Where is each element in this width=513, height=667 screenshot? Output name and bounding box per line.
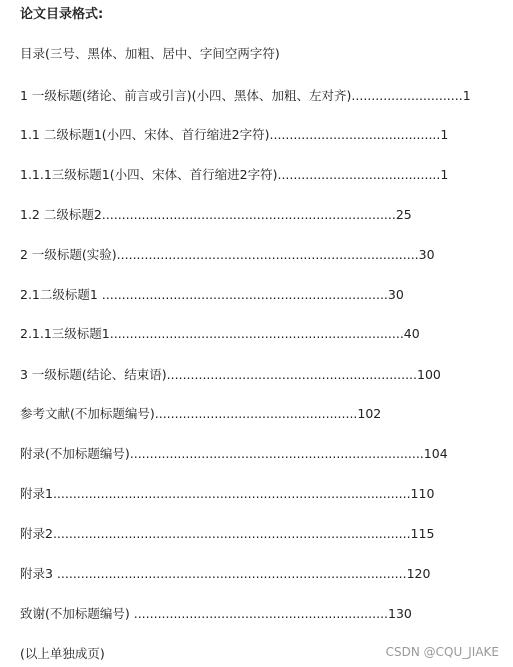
toc-line-appendix: 附录(不加标题编号)..........................................................................104 bbox=[20, 446, 448, 461]
toc-line-references: 参考文献(不加标题编号)...................................................102 bbox=[20, 406, 382, 421]
toc-line-appendix-2: 附录2..........................................................................................115 bbox=[20, 526, 435, 541]
toc-line-appendix-3: 附录3 ........................................................................................120 bbox=[20, 566, 431, 581]
toc-line-ch1: 1 一级标题(绪论、前言或引言)(小四、黑体、加粗、左对齐)............................1 bbox=[20, 88, 471, 103]
source-watermark: CSDN @CQU_JIAKE bbox=[385, 645, 499, 659]
toc-format-intro: 目录(三号、黑体、加粗、居中、字间空两字符) bbox=[20, 46, 280, 61]
toc-line-1-2: 1.2 二级标题2..........................................................................25 bbox=[20, 207, 412, 222]
toc-line-2-1-1: 2.1.1三级标题1..........................................................................40 bbox=[20, 326, 420, 341]
document-heading: 论文目录格式: bbox=[20, 7, 104, 22]
toc-line-1-1-1: 1.1.1三级标题1(小四、宋体、首行缩进2字符).........................................1 bbox=[20, 167, 449, 182]
toc-line-acknowledgements: 致谢(不加标题编号) ................................................................130 bbox=[20, 606, 412, 621]
toc-line-appendix-1: 附录1..........................................................................................110 bbox=[20, 486, 435, 501]
toc-line-1-1: 1.1 二级标题1(小四、宋体、首行缩进2字符)...........................................1 bbox=[20, 127, 449, 142]
toc-line-ch2: 2 一级标题(实验)............................................................................30 bbox=[20, 247, 435, 262]
separate-page-note: (以上单独成页) bbox=[20, 646, 105, 661]
toc-line-ch3: 3 一级标题(结论、结束语)...............................................................100 bbox=[20, 367, 441, 382]
toc-line-2-1: 2.1二级标题1 ........................................................................30 bbox=[20, 287, 404, 302]
